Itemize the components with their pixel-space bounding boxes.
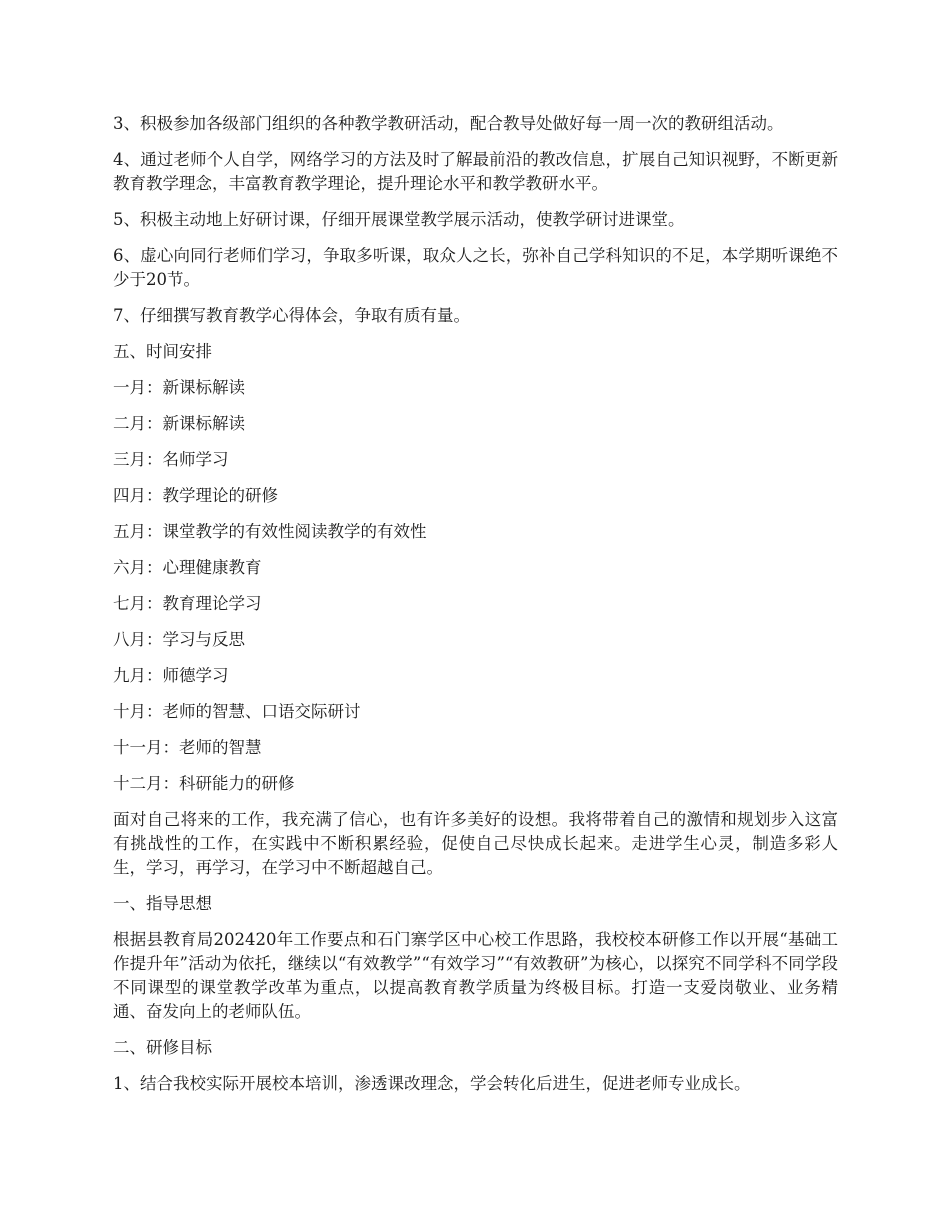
schedule-november: 十一月：老师的智慧 bbox=[113, 738, 262, 757]
schedule-february: 二月：新课标解读 bbox=[113, 414, 245, 433]
goal-item-1: 1、结合我校实际开展校本培训，渗透课改理念，学会转化后进生，促进老师专业成长。 bbox=[113, 1074, 751, 1093]
paragraph-item-3: 3、积极参加各级部门组织的各种教学教研活动，配合教导处做好每一周一次的教研组活动。 bbox=[113, 114, 784, 133]
section-heading-guiding-thought: 一、指导思想 bbox=[113, 894, 212, 913]
schedule-september: 九月：师德学习 bbox=[113, 666, 229, 685]
schedule-may: 五月：课堂教学的有效性阅读教学的有效性 bbox=[113, 522, 427, 541]
guiding-thought-paragraph: 根据县教育局202420年工作要点和石门寨学区中心校工作思路，我校校本研修工作以开展“基础工作提升年”活动为依托，继续以“有效教学”“有效学习”“有效教研”为核心，以探究不同学科不同学段不同课型的课堂教学改革为重点，以提高教育教学质量为终极目标。打造一支爱岗敬业、业务精通、奋发向上的老师队伍。 bbox=[113, 930, 838, 1021]
paragraph-item-7: 7、仔细撰写教育教学心得体会，争取有质有量。 bbox=[113, 306, 470, 325]
schedule-june: 六月：心理健康教育 bbox=[113, 558, 262, 577]
paragraph-item-6: 6、虚心向同行老师们学习，争取多听课，取众人之长，弥补自己学科知识的不足，本学期听课绝不少于20节。 bbox=[113, 246, 838, 289]
paragraph-item-5: 5、积极主动地上好研讨课，仔细开展课堂教学展示活动，使教学研讨进课堂。 bbox=[113, 210, 685, 229]
schedule-august: 八月：学习与反思 bbox=[113, 630, 245, 649]
schedule-december: 十二月：科研能力的研修 bbox=[113, 774, 295, 793]
schedule-july: 七月：教育理论学习 bbox=[113, 594, 262, 613]
schedule-october: 十月：老师的智慧、口语交际研讨 bbox=[113, 702, 361, 721]
paragraph-item-4: 4、通过老师个人自学，网络学习的方法及时了解最前沿的教改信息，扩展自己知识视野，不断更新教育教学理念，丰富教育教学理论，提升理论水平和教学教研水平。 bbox=[113, 150, 838, 193]
section-heading-schedule: 五、时间安排 bbox=[113, 342, 212, 361]
schedule-january: 一月：新课标解读 bbox=[113, 378, 245, 397]
schedule-march: 三月：名师学习 bbox=[113, 450, 229, 469]
section-heading-goals: 二、研修目标 bbox=[113, 1038, 212, 1057]
closing-paragraph: 面对自己将来的工作，我充满了信心，也有许多美好的设想。我将带着自己的激情和规划步入这富有挑战性的工作，在实践中不断积累经验，促使自己尽快成长起来。走进学生心灵，制造多彩人生，学习，再学习，在学习中不断超越自己。 bbox=[113, 810, 838, 877]
document-body bbox=[113, 112, 838, 1108]
schedule-april: 四月：教学理论的研修 bbox=[113, 486, 278, 505]
